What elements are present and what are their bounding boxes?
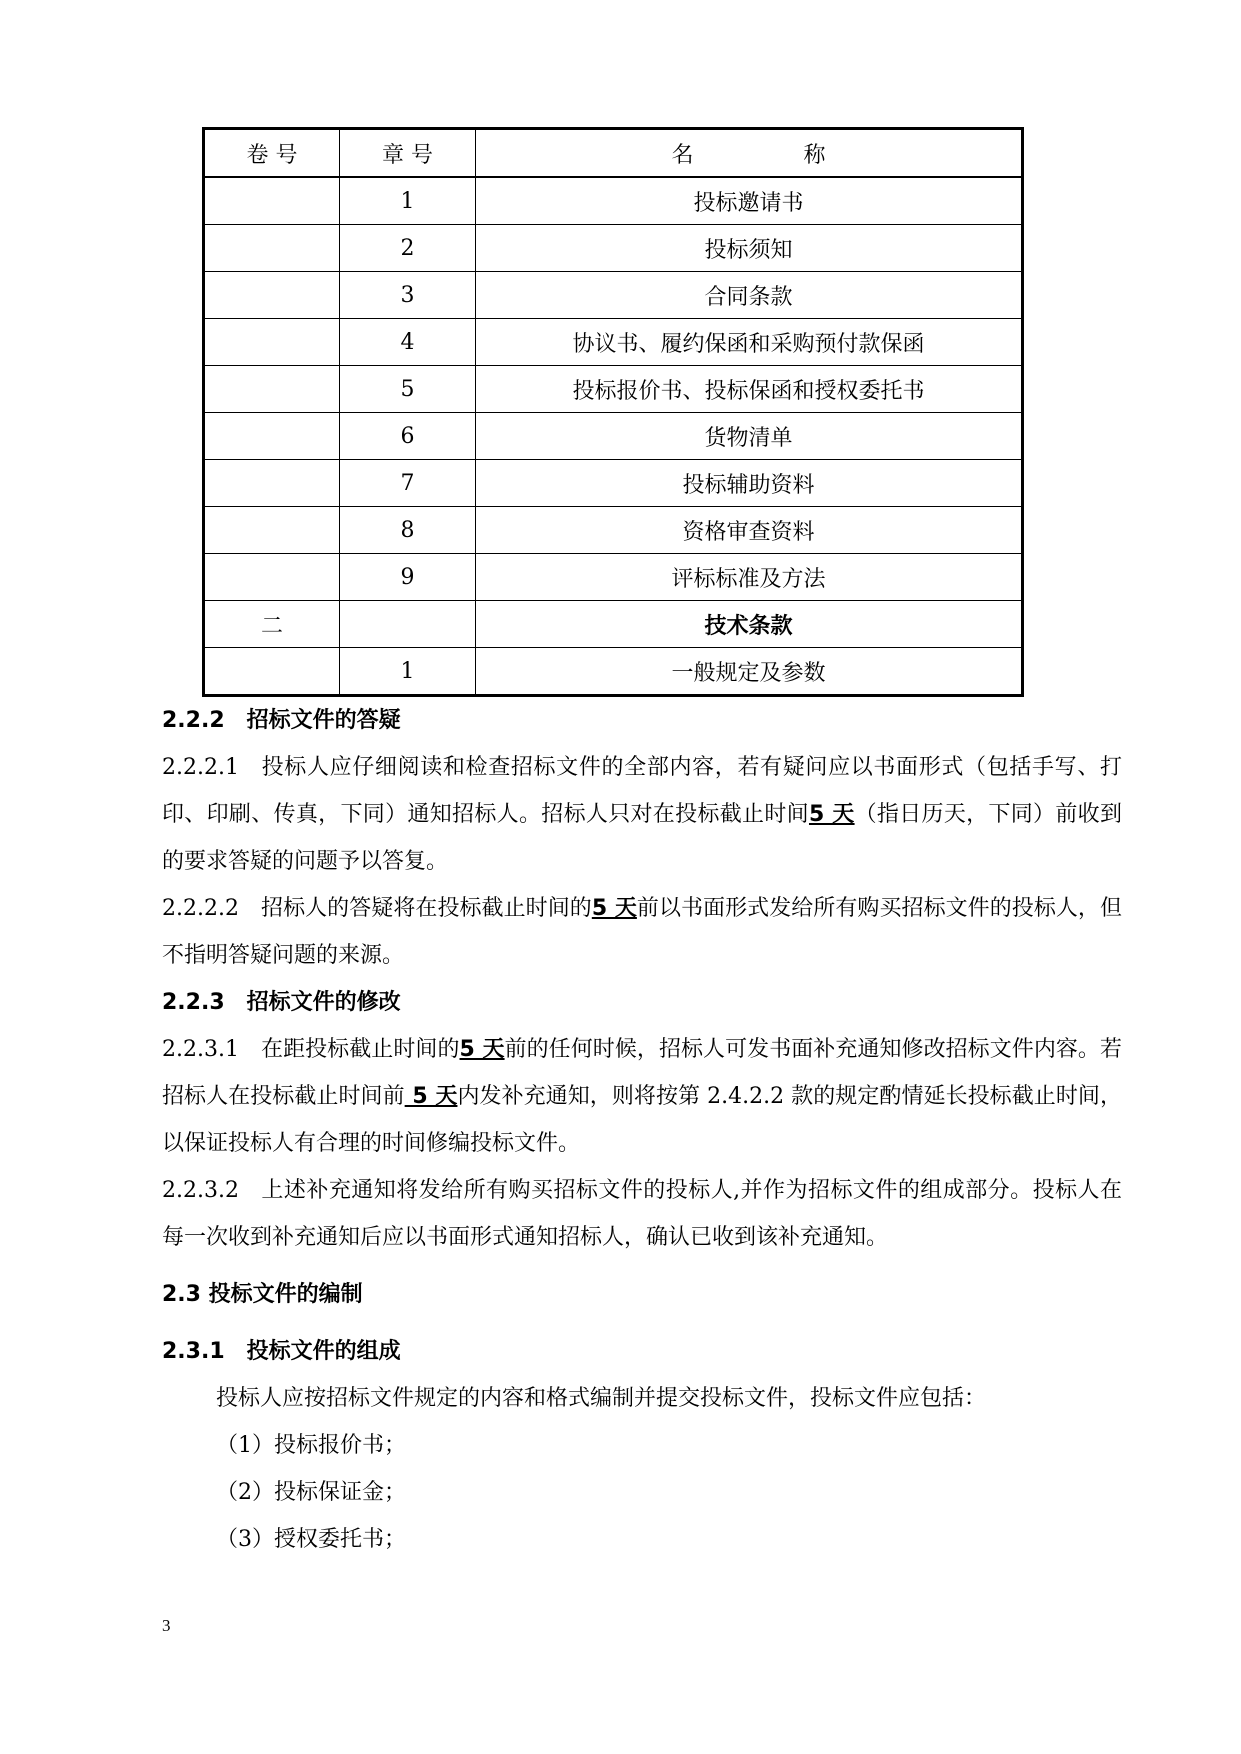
name-cell: 投标须知 xyxy=(476,225,1023,272)
paragraph-2-2-2-2: 2.2.2.2 招标人的答疑将在投标截止时间的5 天前以书面形式发给所有购买招标文件的投标人，但不指明答疑问题的来源。 xyxy=(162,896,1122,968)
table-row xyxy=(204,225,1023,272)
table-row xyxy=(204,366,1023,413)
table-row xyxy=(204,413,1023,460)
item-list xyxy=(162,1422,1122,1563)
name-cell: 投标报价书、投标保函和授权委托书 xyxy=(476,366,1023,413)
paragraph-2-2-3-2: 2.2.3.2 上述补充通知将发给所有购买招标文件的投标人,并作为招标文件的组成部分。投标人在每一次收到补充通知后应以书面形式通知招标人，确认已收到该补充通知。 xyxy=(162,1178,1122,1250)
volume-cell xyxy=(204,319,340,366)
name-cell: 投标辅助资料 xyxy=(476,460,1023,507)
header-chapter: 章 号 xyxy=(340,129,476,178)
table-header-row xyxy=(204,129,1023,178)
name-cell: 资格审查资料 xyxy=(476,507,1023,554)
chapter-cell: 7 xyxy=(340,460,476,507)
header-volume: 卷 号 xyxy=(204,129,340,178)
paragraph-2-2-2-1: 2.2.2.1 投标人应仔细阅读和检查招标文件的全部内容，若有疑问应以书面形式（包括手写、打印、印刷、传真，下同）通知招标人。招标人只对在投标截止时间5 天（指日历天，下同）前收到的要求答疑的问题予以答复。 xyxy=(162,755,1122,874)
chapter-cell: 2 xyxy=(340,225,476,272)
chapter-cell xyxy=(340,601,476,648)
underlined-days: 5 天 xyxy=(459,1037,505,1062)
name-cell: 协议书、履约保函和采购预付款保函 xyxy=(476,319,1023,366)
table-row xyxy=(204,507,1023,554)
volume-cell: 二 xyxy=(204,601,340,648)
chapter-cell: 1 xyxy=(340,177,476,225)
paragraph-2-2-3-1: 2.2.3.1 在距投标截止时间的5 天前的任何时候，招标人可发书面补充通知修改招标文件内容。若招标人在投标截止时间前 5 天内发补充通知，则将按第 2.4.2.2 款的规定酌情延长投标截止时间，以保证投标人有合理的时间修编投标文件。 xyxy=(162,1037,1122,1156)
volume-cell xyxy=(204,507,340,554)
name-cell: 评标标准及方法 xyxy=(476,554,1023,601)
intro-paragraph: 投标人应按招标文件规定的内容和格式编制并提交投标文件，投标文件应包括： xyxy=(216,1386,987,1411)
chapter-cell: 6 xyxy=(340,413,476,460)
volume-cell xyxy=(204,648,340,696)
name-cell: 投标邀请书 xyxy=(476,177,1023,225)
volume-cell xyxy=(204,413,340,460)
chapter-cell: 4 xyxy=(340,319,476,366)
section-2-2-3-heading: 2.2.3 招标文件的修改 xyxy=(162,990,401,1015)
underlined-days: 5 天 xyxy=(404,1084,458,1109)
list-item: （3）授权委托书； xyxy=(216,1527,406,1552)
name-cell: 技术条款 xyxy=(476,601,1023,648)
name-cell: 货物清单 xyxy=(476,413,1023,460)
chapter-cell: 1 xyxy=(340,648,476,696)
table-row xyxy=(204,648,1023,696)
section-2-2-2-heading: 2.2.2 招标文件的答疑 xyxy=(162,708,401,733)
underlined-days: 5 天 xyxy=(591,896,637,921)
page-content xyxy=(162,127,1122,1563)
table-row xyxy=(204,319,1023,366)
chapter-cell: 9 xyxy=(340,554,476,601)
table-row xyxy=(204,601,1023,648)
volume-cell xyxy=(204,272,340,319)
section-2-3-heading: 2.3 投标文件的编制 xyxy=(162,1282,363,1307)
underlined-days: 5 天 xyxy=(808,802,855,827)
name-cell: 一般规定及参数 xyxy=(476,648,1023,696)
section-2-3-1-heading: 2.3.1 投标文件的组成 xyxy=(162,1339,401,1364)
volume-cell xyxy=(204,225,340,272)
list-item: （2）投标保证金； xyxy=(216,1480,406,1505)
table-body xyxy=(204,177,1023,696)
volume-cell xyxy=(204,460,340,507)
name-cell: 合同条款 xyxy=(476,272,1023,319)
table-row xyxy=(204,177,1023,225)
header-name: 名称 xyxy=(476,129,1023,178)
page-number: 3 xyxy=(162,1616,171,1635)
volume-cell xyxy=(204,554,340,601)
list-item: （1）投标报价书； xyxy=(216,1433,406,1458)
volume-cell xyxy=(204,177,340,225)
contents-table xyxy=(202,127,1024,697)
volume-cell xyxy=(204,366,340,413)
chapter-cell: 8 xyxy=(340,507,476,554)
table-row xyxy=(204,272,1023,319)
chapter-cell: 3 xyxy=(340,272,476,319)
table-row xyxy=(204,554,1023,601)
table-row xyxy=(204,460,1023,507)
chapter-cell: 5 xyxy=(340,366,476,413)
